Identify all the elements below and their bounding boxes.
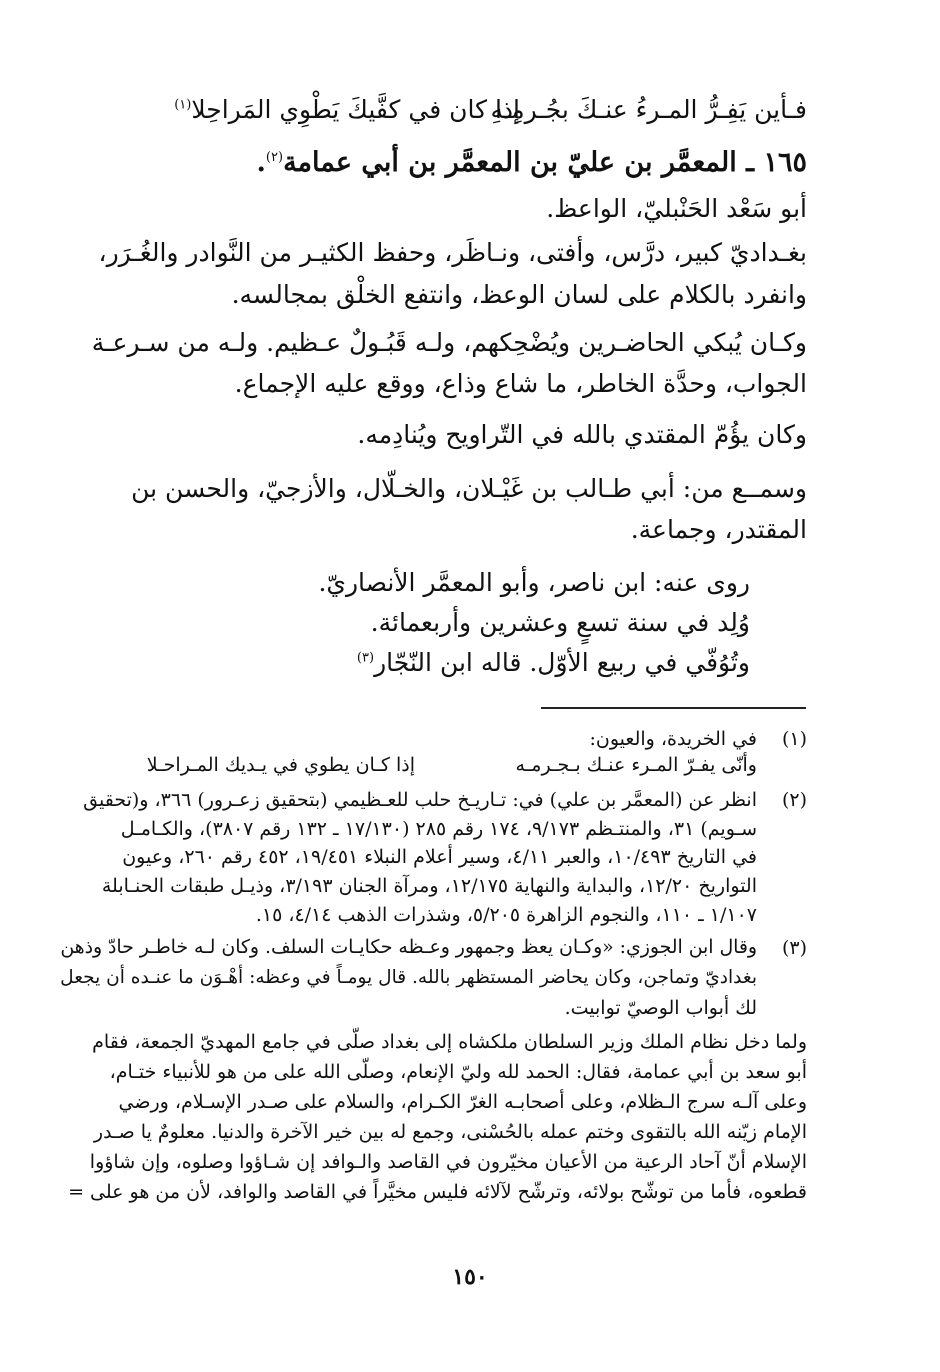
footnote-3-line: لك أبواب الوصيّ توابيت. xyxy=(564,997,757,1019)
verse-hemistich-left: إذا كان في كفَّيكَ يَطْوِي المَراحِلا$^{(١)}$ xyxy=(174,95,520,124)
footnote-1-verse-left: إذا كـان يطوي في يـديك المـراحـلا xyxy=(146,754,415,776)
footnote-number-3: (٣) xyxy=(781,937,807,959)
verse-hemistich-right: فـأين يَفِـرُّ المـرءُ عنـكَ بجُـرمِـهِ xyxy=(490,95,807,124)
footnote-2-line: التواريخ ١٢/٢٠، والبداية والنهاية ١٢/١٧٥، ومرآة الجنان ٣/١٩٣، وذيـل طبقات الحنـابلة xyxy=(101,875,757,897)
footnote-3-line: قطعوه، فأما من توشّح بولائه، وترشّح لآلائه فليس مخيَّراً في القاصد والوافد، لأن من هو على = xyxy=(68,1181,807,1203)
footnote-ref-2: (٢) xyxy=(265,150,284,165)
footnote-2-line: سـويم) ٣١، والمنتـظم ٩/١٧٣، ١٧٤ رقم ٢٨٥ (١٧/١٣٠ ـ ١٣٢ رقم ٣٨٠٧)، والكـامـل xyxy=(120,818,757,840)
footnote-3-line: الإسلام أنّ آحاد الرعية من الأعيان مخيّرون في القاصد والـوافد إن شـاؤوا وصلوه، وإن شاؤوا xyxy=(89,1151,807,1173)
body-line: روى عنه: ابن ناصر، وأبو المعمَّر الأنصاريّ. xyxy=(318,568,750,597)
footnote-3-line: بغداديّ وتماجن، وكان يحاضر المستظهر بالله. قال يومـاً في وعظه: أهْـوَن ما عنـده أن يجعل xyxy=(60,967,757,988)
footnote-number-2: (٢) xyxy=(781,789,807,811)
footnote-1-line: في الخريدة، والعيون: xyxy=(589,728,757,750)
footnote-ref-3: (٣) xyxy=(356,650,375,666)
footnote-separator xyxy=(541,707,806,709)
body-line: الجواب، وحدَّة الخاطر، ما شاع وذاع، ووقع عليه الإجماع. xyxy=(234,369,807,398)
body-line: أبو سَعْد الحَنْبليّ، الواعظ. xyxy=(546,194,807,223)
footnote-number-1: (١) xyxy=(781,728,807,750)
footnote-2-line: ١/١٠٧ ـ ١١٠، والنجوم الزاهرة ٥/٢٠٥، وشذرات الذهب ٤/١٤، ١٥. xyxy=(255,904,757,926)
footnote-1-verse-right: وأنّى يفـرّ المـرء عنـك بـجـرمـه xyxy=(515,754,757,776)
body-line: وكـان يُبكي الحاضـرين ويُضْحِكهم، ولـه قَبُـولٌ عـظيم. ولـه من سـرعـة xyxy=(91,328,807,357)
footnote-ref-1: (١) xyxy=(174,97,192,113)
page-number: ١٥٠ xyxy=(452,1264,488,1290)
footnote-3-line: وعلى آلـه سرج الـظلام، وعلى أصحابـه الغرّ الكـرام، والسلام على صـدر الإسـلام، ورضي xyxy=(118,1091,807,1113)
footnote-3-line: وقال ابن الجوزي: «وكـان يعظ وجمهور وعـظه حكايـات السلف. وكان لـه خاطـر حادّ وذهن xyxy=(60,937,757,958)
body-line: وُلِد في سنة تسعٍ وعشرين وأربعمائة. xyxy=(370,608,750,637)
body-line: وانفرد بالكلام على لسان الوعظ، وانتفع الخلْق بمجالسه. xyxy=(231,280,807,309)
body-line: المقتدر، وجماعة. xyxy=(630,515,807,544)
footnote-2-line: في التاريخ ١٠/٤٩٣، والعبر ٤/١١، وسير أعلام النبلاء ١٩/٤٥١، ٤٥٢ رقم ٢٦٠، وعيون xyxy=(122,846,757,868)
footnote-3-line: ولما دخل نظام الملك وزير السلطان ملكشاه إلى بغداد صلّى في جامع المهديّ الجمعة، فقام xyxy=(92,1031,807,1053)
body-line: وكان يؤُمّ المقتدي بالله في التّراويح ويُنادِمه. xyxy=(357,420,807,449)
footnote-3-line: أبو سعد بن أبي عمامة، فقال: الحمد لله وليّ الإنعام، وصلّى الله على من هو للأنبياء ختـام، xyxy=(109,1061,807,1083)
entry-heading: ١٦٥ ـ المعمَّر بن عليّ بن المعمَّر بن أبي عمامة$^{(٢)}$. xyxy=(256,147,807,178)
body-line-last: وتُوُفّي في ربيع الأوّل. قاله ابن النّجّار$^{(٣)}$ xyxy=(356,648,750,677)
body-line: بغـداديّ كبير، درَّس، وأفتى، ونـاظَر، وحفظ الكثيـر من النَّوادر والغُـرَر، xyxy=(98,238,807,267)
footnote-2-line: انظر عن (المعمَّر بن علي) في: تـاريـخ حلب للعـظيمي (بتحقيق زعـرور) ٣٦٦، و(تحقيق xyxy=(83,789,757,811)
footnote-3-line: الإمام زيّنه الله بالتقوى وختم عمله بالحُسْنى، وجمع له بين خير الآخرة والدنيا. معلومٌ يا صـدر xyxy=(93,1121,807,1143)
body-line: وسمــع من: أبي طـالب بن غَيْـلان، والخـلّال، والأزجيّ، والحسن بن xyxy=(131,474,807,503)
